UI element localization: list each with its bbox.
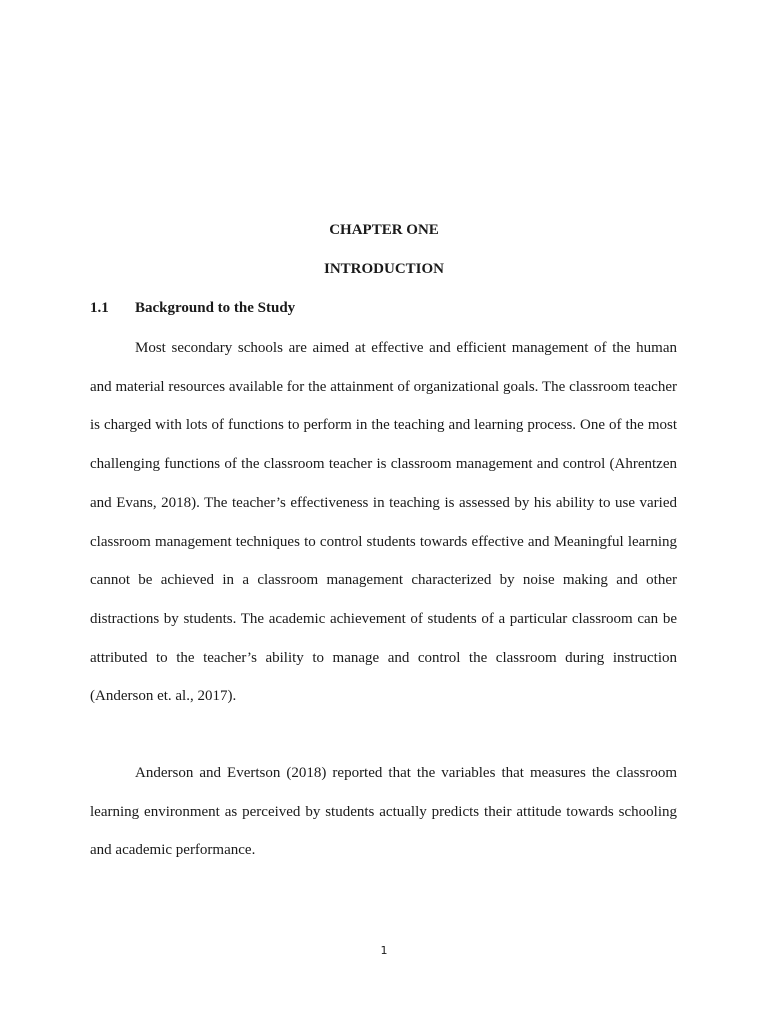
chapter-title: CHAPTER ONE [329, 222, 439, 238]
page-number: 1 [380, 944, 388, 957]
chapter-subtitle: INTRODUCTION [323, 261, 444, 277]
section-number: 1.1 [90, 300, 109, 316]
section-heading [90, 298, 295, 318]
body-paragraph-1: Most secondary schools are aimed at effective and efficient management of the human and material resources available for the attainment of organizational goals. The classroom teacher is charged with lots of functions to perform in the teaching and learning process. One of the most challenging functions of the classroom teacher is classroom management and control (Ahrentzen and Evans, 2018). The teacher’s effectiveness in teaching is assessed by his ability to use varied classroom management techniques to control students towards effective and Meaningful learning cannot be achieved in a classroom management characterized by noise making and other distractions by students. The academic achievement of students of a particular classroom can be attributed to the teacher’s ability to manage and control the classroom during instruction (Anderson et. al., 2017). [90, 340, 677, 705]
body-paragraph-2: Anderson and Evertson (2018) reported that the variables that measures the classroom learning environment as perceived by students actually predicts their attitude towards schooling and academic performance. [90, 765, 677, 859]
section-title: Background to the Study [135, 300, 296, 316]
